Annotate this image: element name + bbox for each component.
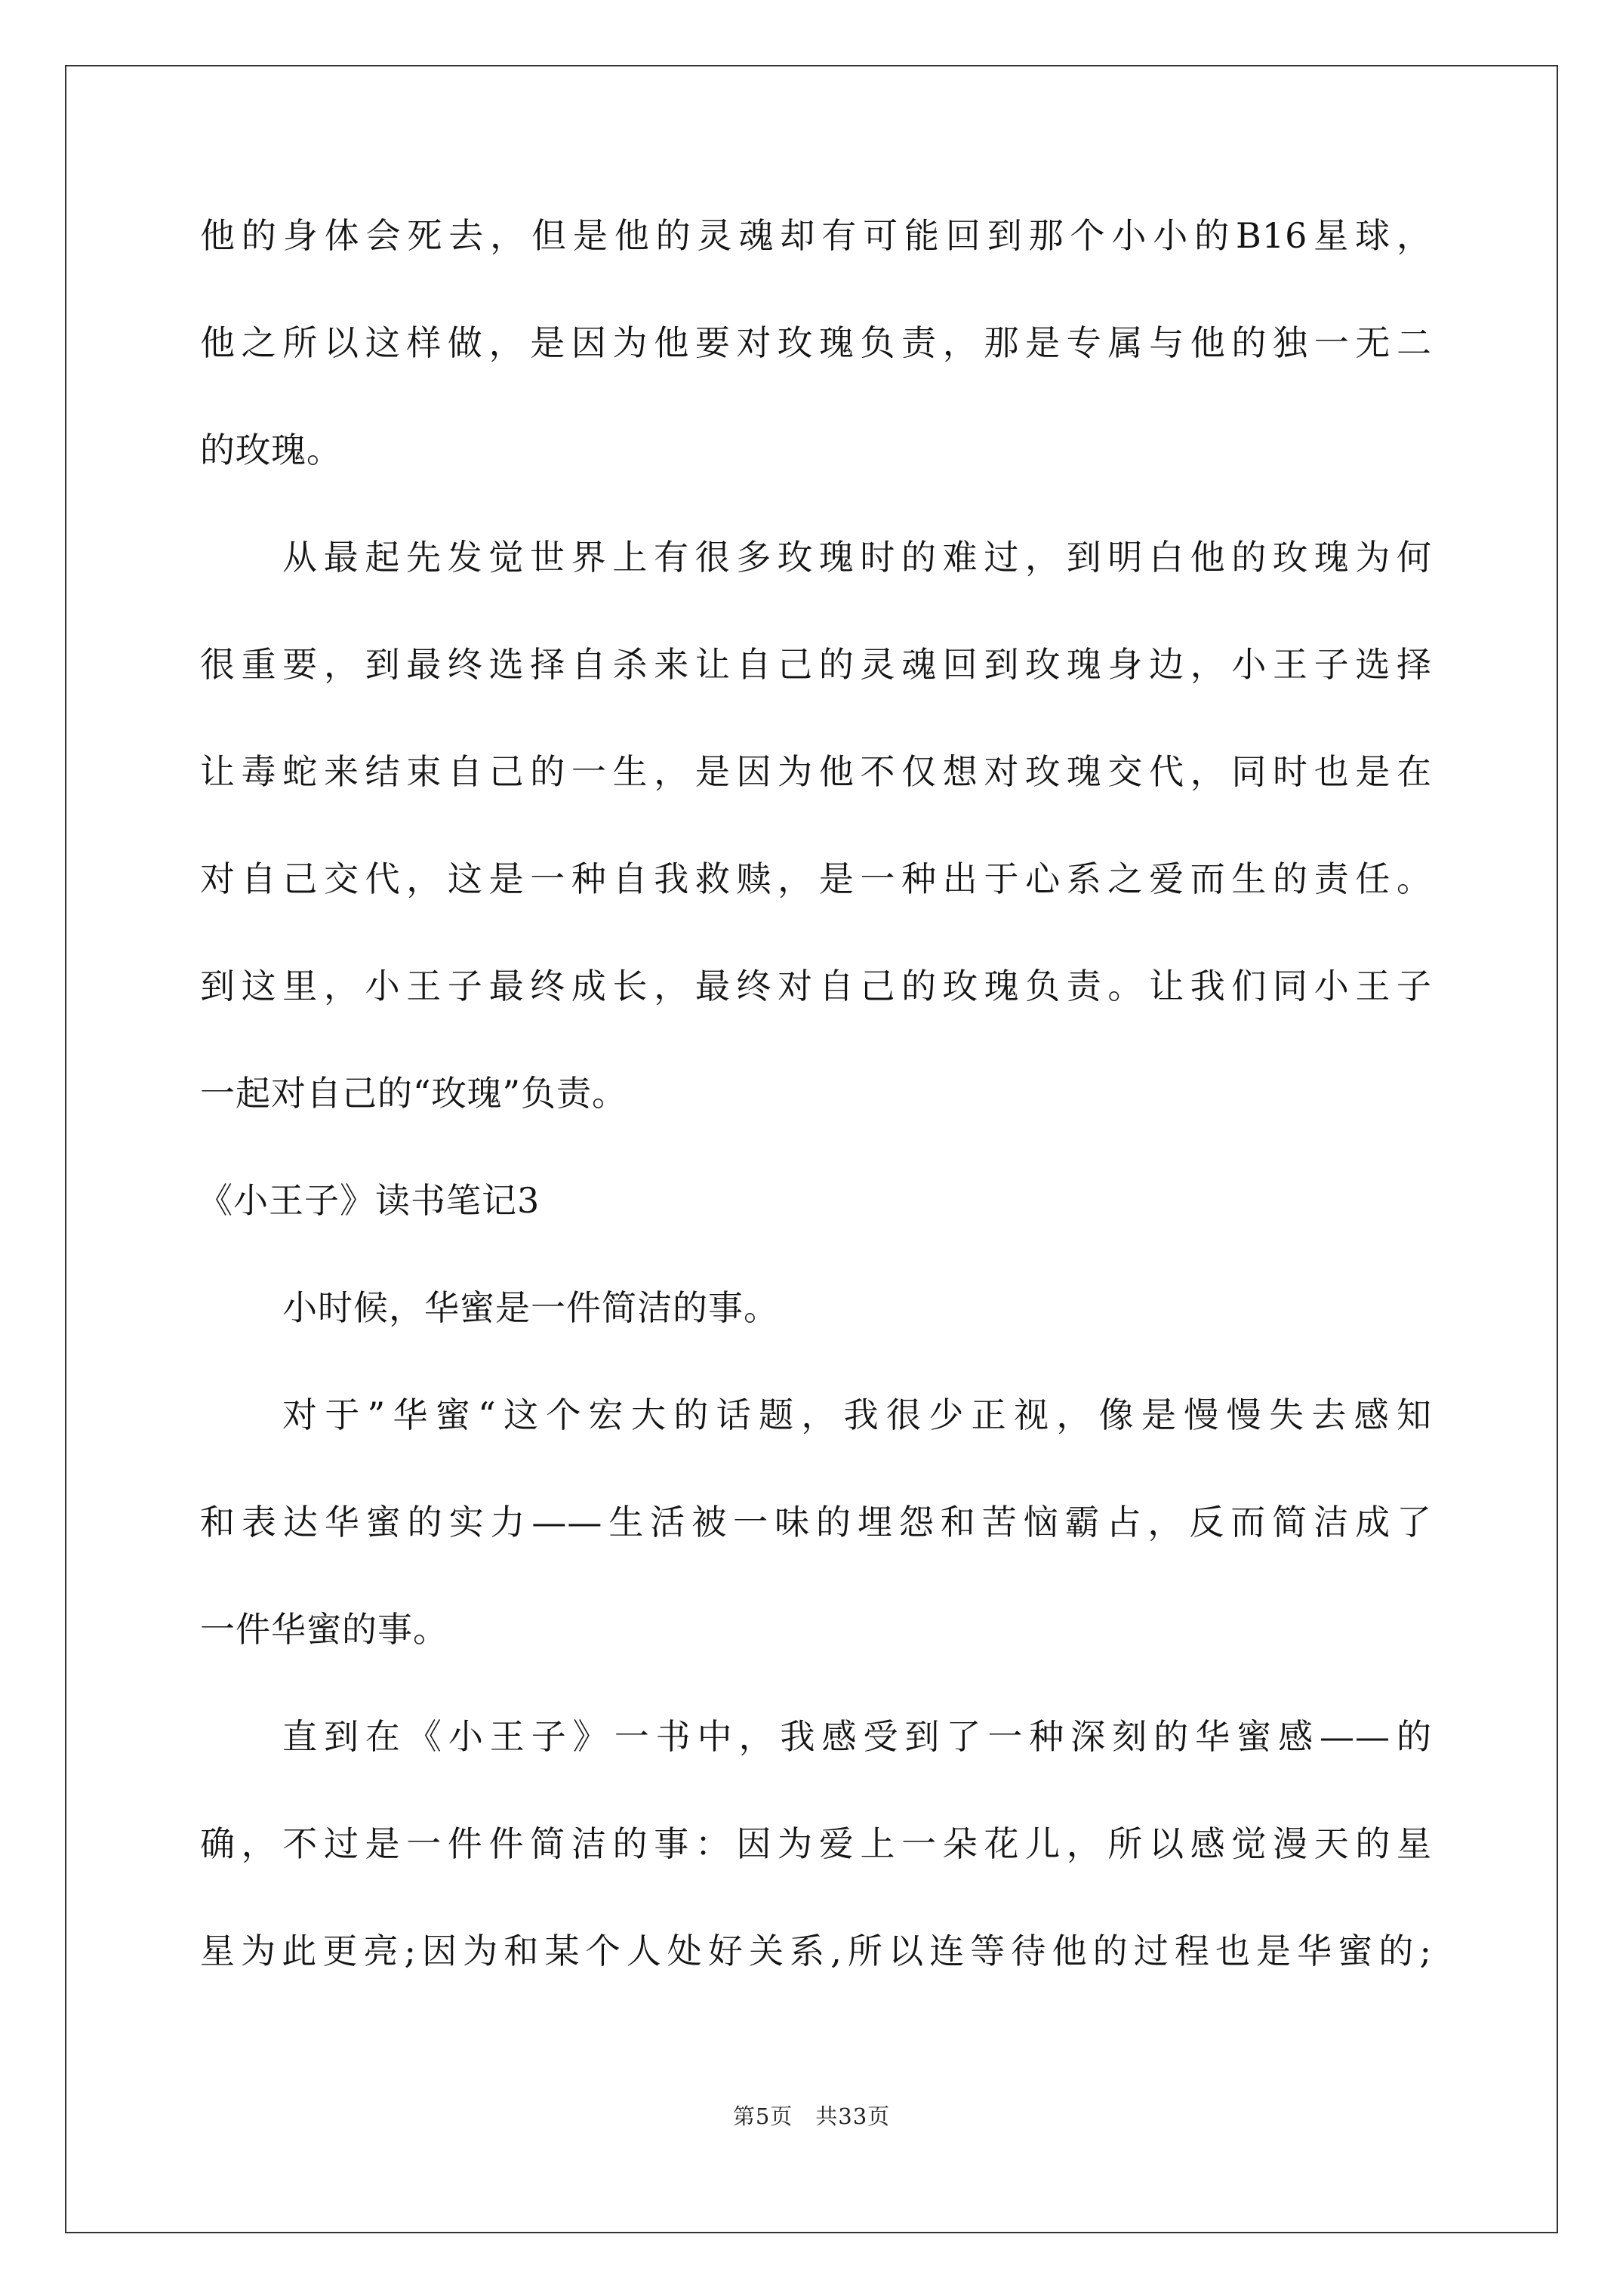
section-heading: 《小王子》读书笔记3 <box>198 1180 540 1221</box>
body-line-9: 一起对自己的“玫瑰”负责。 <box>200 1073 628 1114</box>
body-line-14: 一件华蜜的事。 <box>200 1609 448 1650</box>
body-line-8: 到这里，小王子最终成长，最终对自己的玫瑰负责。让我们同小王子 <box>200 966 1432 1006</box>
body-line-6: 让毒蛇来结束自己的一生，是因为他不仅想对玫瑰交代，同时也是在 <box>200 751 1432 792</box>
body-line-2: 他之所以这样做，是因为他要对玫瑰负责，那是专属与他的独一无二 <box>200 322 1432 363</box>
page-number-footer: 第5页 共33页 <box>732 2103 891 2129</box>
body-line-15: 直到在《小王子》一书中，我感受到了一种深刻的华蜜感——的 <box>282 1716 1432 1757</box>
page-border <box>65 65 1558 2233</box>
body-line-1: 他的身体会死去，但是他的灵魂却有可能回到那个小小的B16星球， <box>200 215 1432 256</box>
body-line-3: 的玫瑰。 <box>200 430 342 470</box>
body-line-5: 很重要，到最终选择自杀来让自己的灵魂回到玫瑰身边，小王子选择 <box>200 644 1432 685</box>
body-line-16: 确，不过是一件件简洁的事：因为爱上一朵花儿，所以感觉漫天的星 <box>200 1823 1432 1864</box>
body-line-11: 小时候，华蜜是一件简洁的事。 <box>282 1287 779 1328</box>
body-line-4: 从最起先发觉世界上有很多玫瑰时的难过，到明白他的玫瑰为何 <box>282 537 1432 578</box>
body-line-12: 对于”华蜜“这个宏大的话题，我很少正视，像是慢慢失去感知 <box>282 1395 1432 1435</box>
body-line-7: 对自己交代，这是一种自我救赎，是一种出于心系之爱而生的责任。 <box>200 858 1432 899</box>
body-line-17: 星为此更亮;因为和某个人处好关系,所以连等待他的过程也是华蜜的; <box>200 1931 1432 1971</box>
body-line-13: 和表达华蜜的实力——生活被一味的埋怨和苦恼霸占，反而简洁成了 <box>200 1502 1432 1542</box>
